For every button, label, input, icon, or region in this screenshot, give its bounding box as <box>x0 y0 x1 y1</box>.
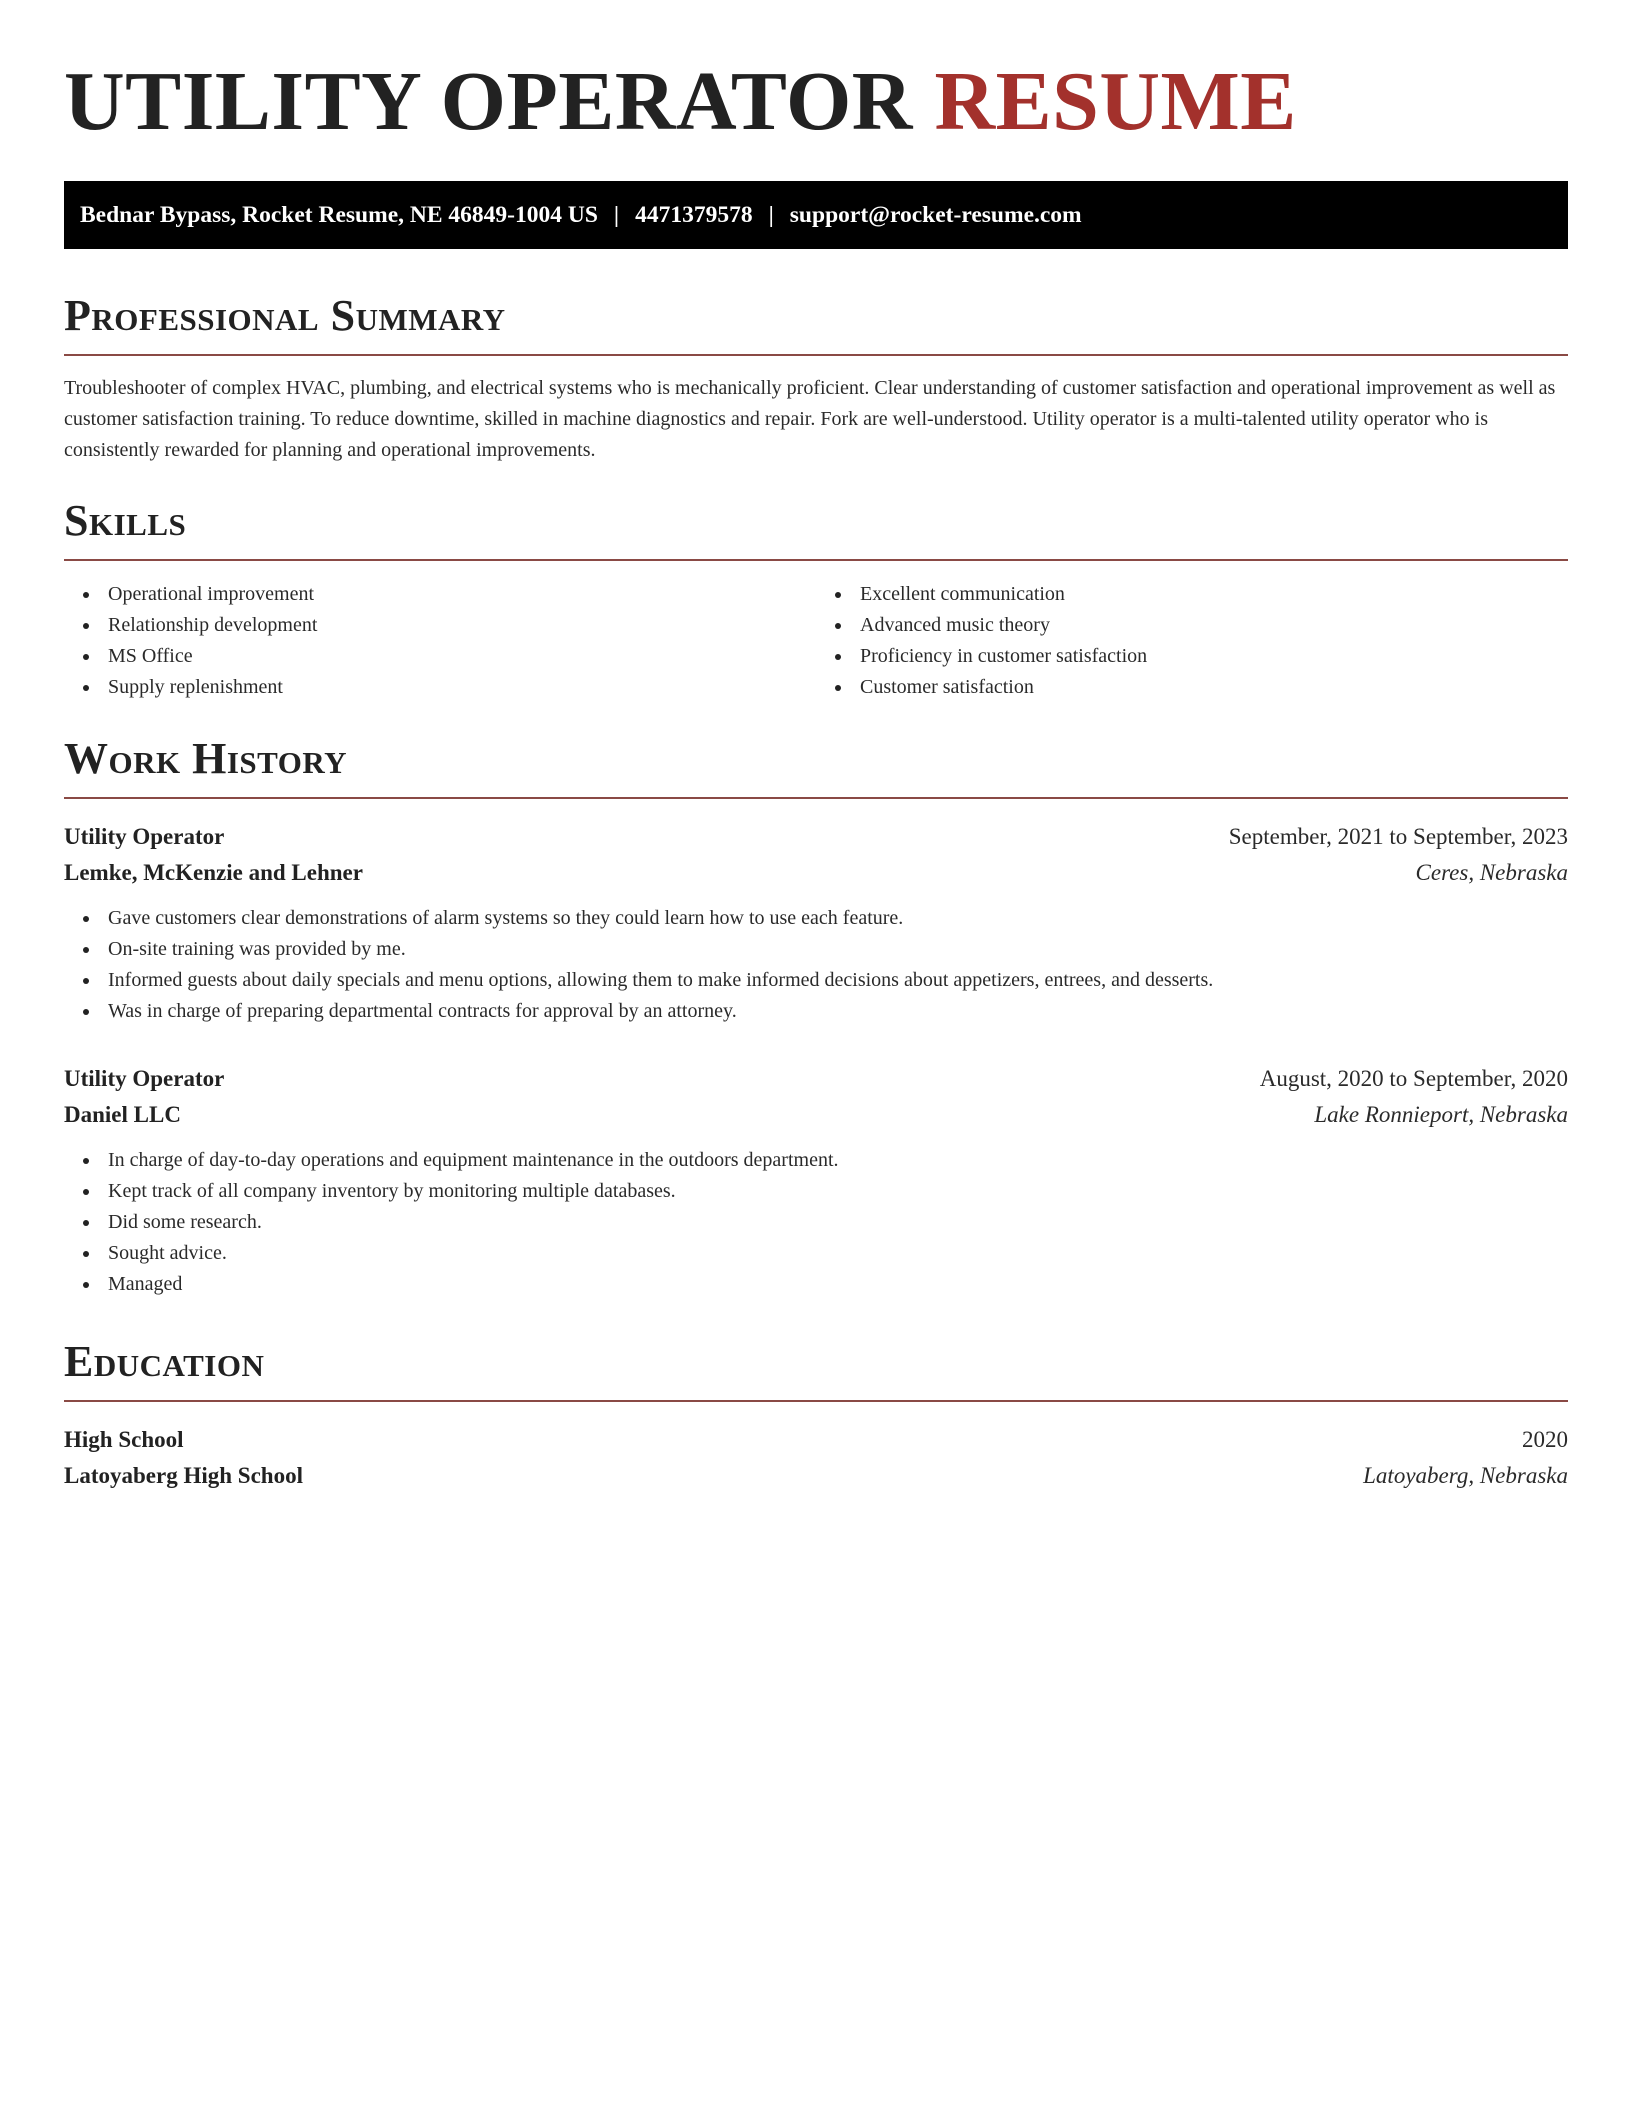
job-duties-list <box>64 903 1568 1027</box>
job-duty: Did some research. <box>108 1207 1568 1238</box>
title-main: UTILITY OPERATOR <box>64 55 913 148</box>
skill-item: Excellent communication <box>860 579 1568 610</box>
job-header-row <box>64 819 1568 855</box>
contact-bar <box>64 181 1568 249</box>
job-location: Lake Ronnieport, Nebraska <box>1314 1102 1568 1127</box>
resume-title <box>64 52 1568 152</box>
job-duty: In charge of day-to-day operations and equipment maintenance in the outdoors department. <box>108 1145 1568 1176</box>
skills-column-left <box>64 579 816 703</box>
contact-address: Bednar Bypass, Rocket Resume, NE 46849-1004 US <box>80 201 598 228</box>
education-section <box>64 1336 1568 1494</box>
skill-item: MS Office <box>108 641 816 672</box>
job-dates: August, 2020 to September, 2020 <box>1259 1066 1568 1091</box>
job-duty: Gave customers clear demonstrations of alarm systems so they could learn how to use each feature. <box>108 903 1568 934</box>
section-divider <box>64 354 1568 356</box>
education-entry <box>64 1422 1568 1494</box>
education-degree: High School <box>64 1427 184 1452</box>
job-duty: Kept track of all company inventory by monitoring multiple databases. <box>108 1176 1568 1207</box>
job-duty: Sought advice. <box>108 1238 1568 1269</box>
job-duty: Managed <box>108 1269 1568 1300</box>
title-accent: RESUME <box>934 55 1297 148</box>
work-history-heading: Work History <box>64 734 348 783</box>
skill-item: Advanced music theory <box>860 610 1568 641</box>
skill-item: Customer satisfaction <box>860 672 1568 703</box>
contact-email: support@rocket-resume.com <box>789 201 1082 228</box>
job-company: Daniel LLC <box>64 1102 181 1127</box>
job-dates: September, 2021 to September, 2023 <box>1228 824 1568 849</box>
contact-phone: 4471379578 <box>635 201 753 228</box>
skill-item: Proficiency in customer satisfaction <box>860 641 1568 672</box>
job-company: Lemke, McKenzie and Lehner <box>64 860 363 885</box>
job-company-row <box>64 1097 1568 1133</box>
job-title: Utility Operator <box>64 1066 225 1091</box>
summary-heading: Professional Summary <box>64 291 506 340</box>
work-history-section <box>64 733 1568 1300</box>
job-title: Utility Operator <box>64 824 225 849</box>
job-duties-list <box>64 1145 1568 1300</box>
education-header-row <box>64 1422 1568 1458</box>
skill-item: Operational improvement <box>108 579 816 610</box>
education-location: Latoyaberg, Nebraska <box>1363 1463 1568 1488</box>
section-divider <box>64 559 1568 561</box>
section-divider <box>64 1400 1568 1402</box>
section-divider <box>64 797 1568 799</box>
skill-item: Supply replenishment <box>108 672 816 703</box>
job-entry <box>64 819 1568 1027</box>
job-duty: Informed guests about daily specials and menu options, allowing them to make informed decisions about appetizers, entrees, and desserts. <box>108 965 1568 996</box>
job-entry <box>64 1061 1568 1300</box>
job-location: Ceres, Nebraska <box>1415 860 1568 885</box>
skill-item: Relationship development <box>108 610 816 641</box>
job-company-row <box>64 855 1568 891</box>
skills-column-right <box>816 579 1568 703</box>
job-duty: Was in charge of preparing departmental contracts for approval by an attorney. <box>108 996 1568 1027</box>
education-heading: Education <box>64 1337 265 1386</box>
skills-section <box>64 495 1568 703</box>
contact-separator: | <box>768 201 774 228</box>
skills-heading: Skills <box>64 496 187 545</box>
education-school: Latoyaberg High School <box>64 1463 303 1488</box>
job-duty: On-site training was provided by me. <box>108 934 1568 965</box>
contact-separator: | <box>613 201 620 228</box>
education-year: 2020 <box>1522 1427 1568 1452</box>
education-school-row <box>64 1458 1568 1494</box>
summary-text: Troubleshooter of complex HVAC, plumbing, and electrical systems who is mechanically proficient. Clear understanding of customer satisfaction and operational improvement as well as customer satisfaction training. To reduce downtime, skilled in machine diagnostics and repair. Fork are well-understood. Utility operator is a multi-talented utility operator who is consistently rewarded for planning and operational improvements. <box>64 377 1556 461</box>
skills-grid <box>64 579 1568 703</box>
summary-section <box>64 290 1568 466</box>
job-header-row <box>64 1061 1568 1097</box>
